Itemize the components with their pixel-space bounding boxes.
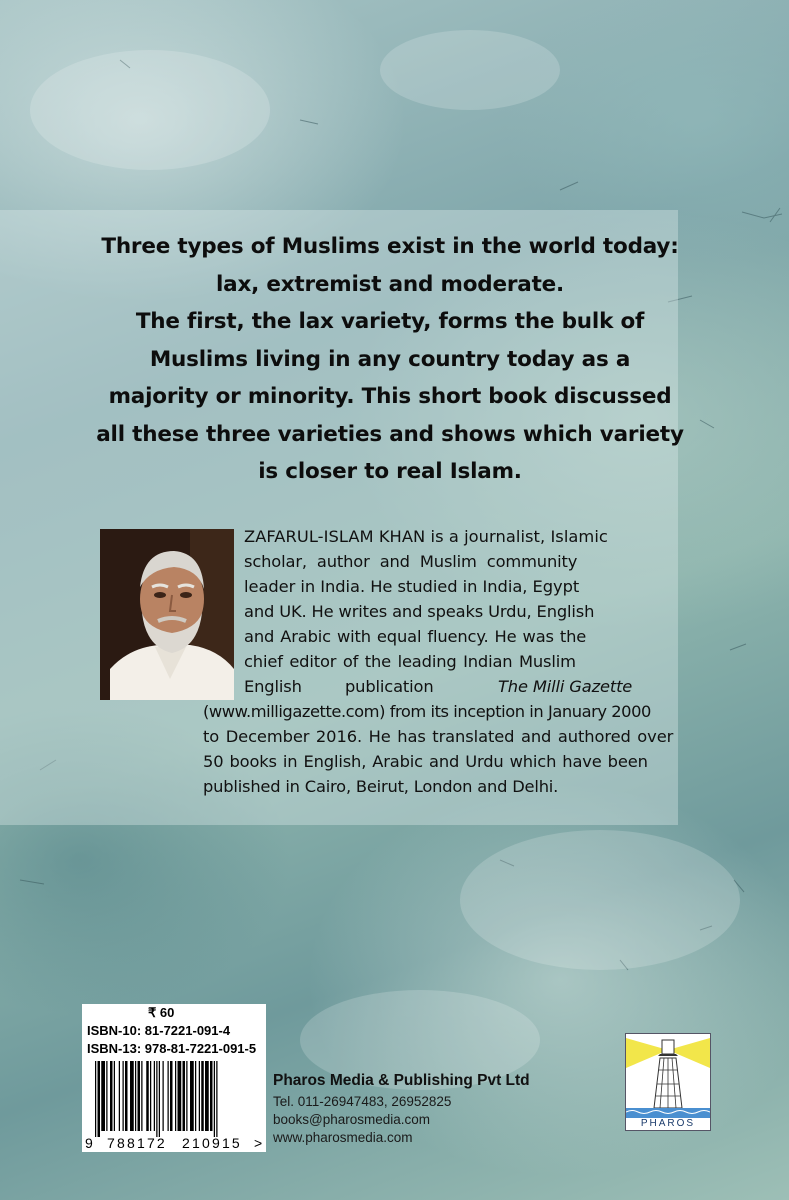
- barcode-bar: [141, 1061, 142, 1131]
- barcode-bar: [186, 1061, 187, 1131]
- barcode-bar: [163, 1061, 164, 1131]
- bio-line: (www.milligazette.com) from its inception in January 2000: [203, 702, 651, 721]
- blurb: [90, 228, 690, 491]
- bio-line: published in Cairo, Beirut, London and Delhi.: [203, 777, 559, 796]
- publisher-tel: Tel. 011-26947483, 26952825: [273, 1094, 452, 1109]
- bio-line: to December 2016. He has translated and authored over: [203, 727, 674, 746]
- barcode-bar: [119, 1061, 120, 1131]
- barcode-bar: [106, 1061, 107, 1131]
- blurb-line: is closer to real Islam.: [258, 459, 522, 484]
- barcode-bar: [216, 1061, 217, 1137]
- bio-line: 50 books in English, Arabic and Urdu which have been: [203, 752, 648, 771]
- price-label: ₹ 60: [148, 1005, 175, 1020]
- isbn10-label: ISBN-10: 81-7221-091-4: [87, 1023, 231, 1038]
- bio-line: scholar, author and Muslim community: [244, 552, 578, 571]
- barcode-bar: [95, 1061, 96, 1137]
- barcode-bar: [183, 1061, 186, 1131]
- barcode-bar: [178, 1061, 182, 1131]
- barcode-digit-lead: 9: [85, 1135, 93, 1151]
- barcode-bar: [101, 1061, 105, 1131]
- bio-line: ZAFARUL-ISLAM KHAN is a journalist, Islamic: [244, 527, 608, 546]
- barcode-bar: [138, 1061, 141, 1131]
- publisher-name: Pharos Media & Publishing Pvt Ltd: [273, 1072, 530, 1089]
- pharos-logo: [625, 1033, 711, 1131]
- barcode-bar: [190, 1061, 194, 1131]
- blurb-line: majority or minority. This short book discussed: [108, 384, 672, 409]
- barcode-box: [82, 1004, 266, 1152]
- barcode-digits-right: 210915: [182, 1135, 242, 1151]
- blurb-line: The first, the lax variety, forms the bulk of: [135, 309, 645, 334]
- author-portrait-image: [100, 529, 234, 700]
- lighthouse-icon: [626, 1034, 710, 1130]
- logo-text: PHAROS: [640, 1118, 696, 1129]
- barcode-bar: [114, 1061, 115, 1131]
- barcode-bar: [150, 1061, 151, 1131]
- isbn13-label: ISBN-13: 978-81-7221-091-5: [87, 1041, 257, 1056]
- barcode-bar: [214, 1061, 215, 1137]
- barcode-bar: [98, 1061, 101, 1137]
- barcode-bar: [168, 1061, 169, 1131]
- bio-line: leader in India. He studied in India, Egypt: [244, 577, 580, 596]
- barcode-image: [95, 1061, 259, 1137]
- bio-line: English: [244, 677, 302, 696]
- barcode-digit-tail: >: [254, 1135, 263, 1151]
- blurb-line: Muslims living in any country today as a: [149, 346, 631, 372]
- author-photo: [100, 529, 234, 700]
- barcode-bar: [201, 1061, 204, 1131]
- barcode-bar: [154, 1061, 155, 1131]
- bio-line: chief editor of the leading Indian Muslim: [244, 652, 576, 671]
- barcode-bar: [195, 1061, 196, 1131]
- bio-line: and UK. He writes and speaks Urdu, English: [244, 602, 595, 621]
- blurb-line: all these three varieties and shows which variety: [96, 421, 684, 447]
- barcode-bar: [175, 1061, 176, 1131]
- barcode-bar: [146, 1061, 149, 1131]
- blurb-line: Three types of Muslims exist in the world today:: [101, 234, 679, 259]
- barcode-bar: [156, 1061, 157, 1137]
- barcode-digits-left: 788172: [107, 1135, 167, 1151]
- barcode-bar: [130, 1061, 134, 1131]
- barcode-bar: [125, 1061, 128, 1131]
- barcode-bar: [123, 1061, 124, 1131]
- barcode-bar: [135, 1061, 136, 1131]
- publisher-website: www.pharosmedia.com: [273, 1130, 413, 1145]
- barcode-bar: [170, 1061, 173, 1131]
- barcode-bar: [205, 1061, 209, 1131]
- bio-line: and Arabic with equal fluency. He was the: [244, 627, 587, 646]
- bio-line-italic: The Milli Gazette: [498, 677, 633, 696]
- barcode-bar: [110, 1061, 113, 1131]
- bio-line: publication: [345, 677, 434, 696]
- blurb-line: lax, extremist and moderate.: [215, 271, 565, 297]
- barcode-bar: [159, 1061, 160, 1137]
- publisher-email: books@pharosmedia.com: [273, 1112, 431, 1127]
- barcode-bar: [199, 1061, 200, 1131]
- barcode-bar: [210, 1061, 213, 1131]
